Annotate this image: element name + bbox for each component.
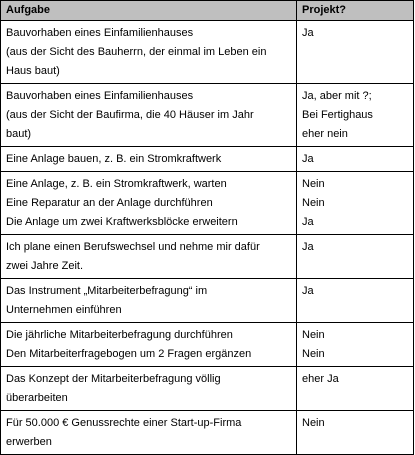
table-row [1, 367, 414, 411]
task-line: (aus der Sicht der Baufirma, die 40 Häuser im Jahr [6, 109, 254, 121]
task-line: Eine Reparatur an der Anlage durchführen [6, 197, 213, 209]
task-line: Die jährliche Mitarbeiterbefragung durchführen [6, 329, 233, 341]
project-cell [297, 172, 414, 235]
project-cell [297, 21, 414, 84]
project-value: eher nein [302, 128, 348, 140]
project-cell [297, 147, 414, 172]
task-line: Die Anlage um zwei Kraftwerksblöcke erweitern [6, 216, 238, 228]
table-row [1, 411, 414, 455]
project-cell [297, 367, 414, 411]
task-line: Das Konzept der Mitarbeiterbefragung völlig [6, 373, 221, 385]
task-line: Eine Anlage, z. B. ein Stromkraftwerk, warten [6, 178, 227, 190]
project-value: Bei Fertighaus [302, 109, 373, 121]
project-cell [297, 279, 414, 323]
task-cell [1, 279, 297, 323]
task-line: Haus baut) [6, 65, 60, 77]
project-value: Nein [302, 329, 325, 341]
task-line: baut) [6, 128, 32, 140]
task-cell [1, 411, 297, 455]
task-cell [1, 367, 297, 411]
project-value: Ja [302, 216, 314, 228]
task-cell [1, 21, 297, 84]
header-aufgabe: Aufgabe [1, 1, 297, 21]
table-row [1, 21, 414, 84]
table-row [1, 323, 414, 367]
table-row [1, 172, 414, 235]
project-value: Ja [302, 153, 314, 165]
project-value: Ja [302, 241, 314, 253]
task-cell [1, 235, 297, 279]
project-value: Nein [302, 417, 325, 429]
table-row [1, 235, 414, 279]
task-cell [1, 147, 297, 172]
task-line: Ich plane einen Berufswechsel und nehme mir dafür [6, 241, 260, 253]
task-line: Bauvorhaben eines Einfamilienhauses [6, 90, 194, 102]
task-line: Eine Anlage bauen, z. B. ein Stromkraftwerk [6, 153, 222, 165]
task-line: (aus der Sicht des Bauherrn, der einmal im Leben ein [6, 46, 267, 58]
task-line: erwerben [6, 436, 52, 448]
project-value: Ja [302, 27, 314, 39]
task-line: zwei Jahre Zeit. [6, 260, 84, 272]
project-cell [297, 84, 414, 147]
task-cell [1, 84, 297, 147]
project-value: Nein [302, 348, 325, 360]
task-line: Den Mitarbeiterfragebogen um 2 Fragen ergänzen [6, 348, 252, 360]
table-row [1, 84, 414, 147]
task-line: Das Instrument „Mitarbeiterbefragung“ im [6, 285, 208, 297]
project-cell [297, 411, 414, 455]
project-cell [297, 235, 414, 279]
project-value: Ja [302, 285, 314, 297]
project-value: Nein [302, 178, 325, 190]
project-cell [297, 323, 414, 367]
task-line: Für 50.000 € Genussrechte einer Start-up-Firma [6, 417, 242, 429]
project-value: Nein [302, 197, 325, 209]
header-projekt: Projekt? [297, 1, 414, 21]
project-value: eher Ja [302, 373, 339, 385]
task-line: Unternehmen einführen [6, 304, 122, 316]
task-cell [1, 323, 297, 367]
task-line: überarbeiten [6, 392, 68, 404]
table-row [1, 147, 414, 172]
table-row [1, 279, 414, 323]
table-header-row [1, 1, 414, 21]
task-line: Bauvorhaben eines Einfamilienhauses [6, 27, 194, 39]
project-value: Ja, aber mit ?; [302, 90, 372, 102]
task-cell [1, 172, 297, 235]
